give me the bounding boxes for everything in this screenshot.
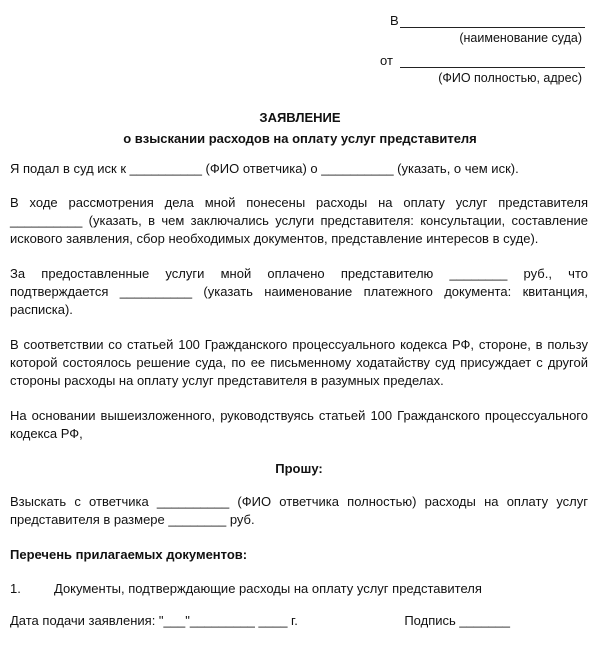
applicant-blank [400, 54, 585, 68]
paragraph-request: Взыскать с ответчика __________ (ФИО ответчика полностью) расходы на оплату услуг представителя в размере ________ руб. [10, 494, 588, 527]
document-title: ЗАЯВЛЕНИЕ [259, 110, 341, 125]
date-field: Дата подачи заявления: "___"_________ ____ г. [10, 613, 298, 628]
signature-row [10, 612, 588, 630]
signature-field: Подпись _______ [404, 613, 510, 628]
paragraph-law: В соответствии со статьей 100 Гражданского процессуального кодекса РФ, стороне, в пользу которой состоялось решение суда, по ее письменному ходатайству суд присуждает с другой стороны расходы на оплату услуг представителя в разумных пределах. [10, 337, 588, 388]
applicant-caption: (ФИО полностью, адрес) [438, 71, 582, 85]
attachments-heading: Перечень прилагаемых документов: [10, 547, 248, 562]
request-heading: Прошу: [275, 461, 323, 476]
document-body [10, 160, 588, 630]
paragraph-payment: За предоставленные услуги мной оплачено представителю ________ руб., что подтверждается __________ (указать наименование платежного документа: квитанция, расписка). [10, 266, 588, 317]
title-block [0, 108, 600, 149]
list-item-text: Документы, подтверждающие расходы на оплату услуг представителя [54, 581, 482, 596]
document-subtitle: о взыскании расходов на оплату услуг представителя [123, 131, 477, 146]
addressee-block [380, 8, 585, 88]
court-caption: (наименование суда) [459, 31, 582, 45]
paragraph-claim: Я подал в суд иск к __________ (ФИО ответчика) о __________ (указать, о чем иск). [10, 161, 519, 176]
paragraph-expenses: В ходе рассмотрения дела мной понесены расходы на оплату услуг представителя __________ (указать, в чем заключались услуги представителя: консультации, составление искового заявления, сбор необходимых документов, представление интересов в суде). [10, 195, 588, 246]
applicant-line [380, 48, 585, 68]
to-label: В [390, 13, 399, 28]
court-line [380, 8, 585, 28]
list-item [10, 580, 588, 598]
court-blank [400, 14, 585, 28]
from-label: от [380, 53, 393, 68]
paragraph-basis: На основании вышеизложенного, руководствуясь статьей 100 Гражданского процессуального кодекса РФ, [10, 408, 588, 441]
list-item-number: 1. [10, 581, 21, 596]
